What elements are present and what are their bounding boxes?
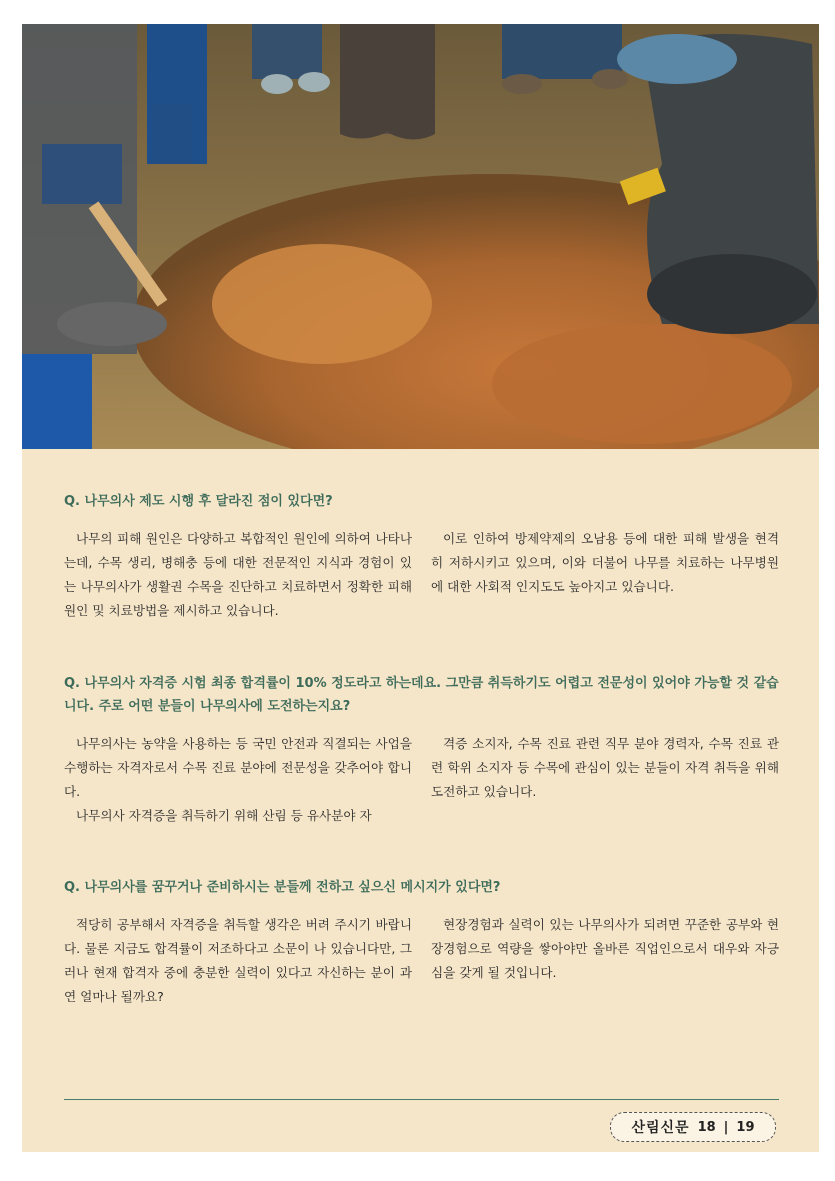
photo-illustration [22,24,819,449]
answer-2-left [64,732,412,828]
answer-1-right-p1: 이로 인하여 방제약제의 오남용 등에 대한 피해 발생을 현격히 저하시키고 있으며, 이와 더불어 나무를 치료하는 나무병원에 대한 사회적 인지도도 높아지고 있습니다. [431,531,779,594]
page-number-right: 19 [736,1119,755,1135]
question-3: Q. 나무의사를 꿈꾸거나 준비하시는 분들께 전하고 싶으신 메시지가 있다면? [64,880,501,895]
question-1: Q. 나무의사 제도 시행 후 달라진 점이 있다면? [64,494,333,509]
answer-3-right-p1: 현장경험과 실력이 있는 나무의사가 되려면 꾸준한 공부와 현장경험으로 역량을 쌓아야만 올바른 직업인으로서 대우와 자긍심을 갖게 될 것입니다. [431,917,779,980]
answer-1-left-p1: 나무의 피해 원인은 다양하고 복합적인 원인에 의하여 나타나는데, 수목 생리, 병해충 등에 대한 전문적인 지식과 경험이 있는 나무의사가 생활권 수목을 진단하고 치료하면서 정확한 피해 원인 및 치료방법을 제시하고 있습니다. [64,531,412,618]
photo-tree-digging [22,24,819,449]
answer-1-right [431,527,779,623]
qa-section-2 [64,672,779,828]
answer-3-left-p1: 적당히 공부해서 자격증을 취득할 생각은 버려 주시기 바랍니다. 물론 지금도 합격률이 저조하다고 소문이 나 있습니다만, 그러나 현재 합격자 중에 충분한 실력이 있다고 자신하는 분이 과연 얼마나 될까요? [64,917,412,1004]
page-separator: | [723,1119,729,1135]
answer-2-right-p1: 격증 소지자, 수목 진료 관련 직무 분야 경력자, 수목 진료 관련 학위 소지자 등 수목에 관심이 있는 분들이 자격 취득을 위해 도전하고 있습니다. [431,736,779,799]
answer-2-left-p1: 나무의사는 농약을 사용하는 등 국민 안전과 직결되는 사업을 수행하는 자격자로서 수목 진료 분야에 전문성을 갖추어야 합니다. [64,736,412,799]
footer-divider [64,1099,779,1100]
publication-logo: 산림신문 [631,1120,690,1136]
answer-2-left-p2: 나무의사 자격증을 취득하기 위해 산림 등 유사분야 자 [76,808,372,823]
question-2: Q. 나무의사 자격증 시험 최종 합격률이 10% 정도라고 하는데요. 그만큼 취득하기도 어렵고 전문성이 있어야 가능할 것 같습니다. 주로 어떤 분들이 나무의사에 도전하는지요? [64,676,779,714]
magazine-page [22,24,819,1152]
answer-2-right [431,732,779,828]
answer-3-right [431,913,779,1009]
page-number-badge [610,1112,776,1142]
page-number-left: 18 [697,1119,716,1135]
qa-section-3 [64,876,779,1009]
answer-3-left [64,913,412,1009]
answer-1-left [64,527,412,623]
qa-section-1 [64,490,779,623]
